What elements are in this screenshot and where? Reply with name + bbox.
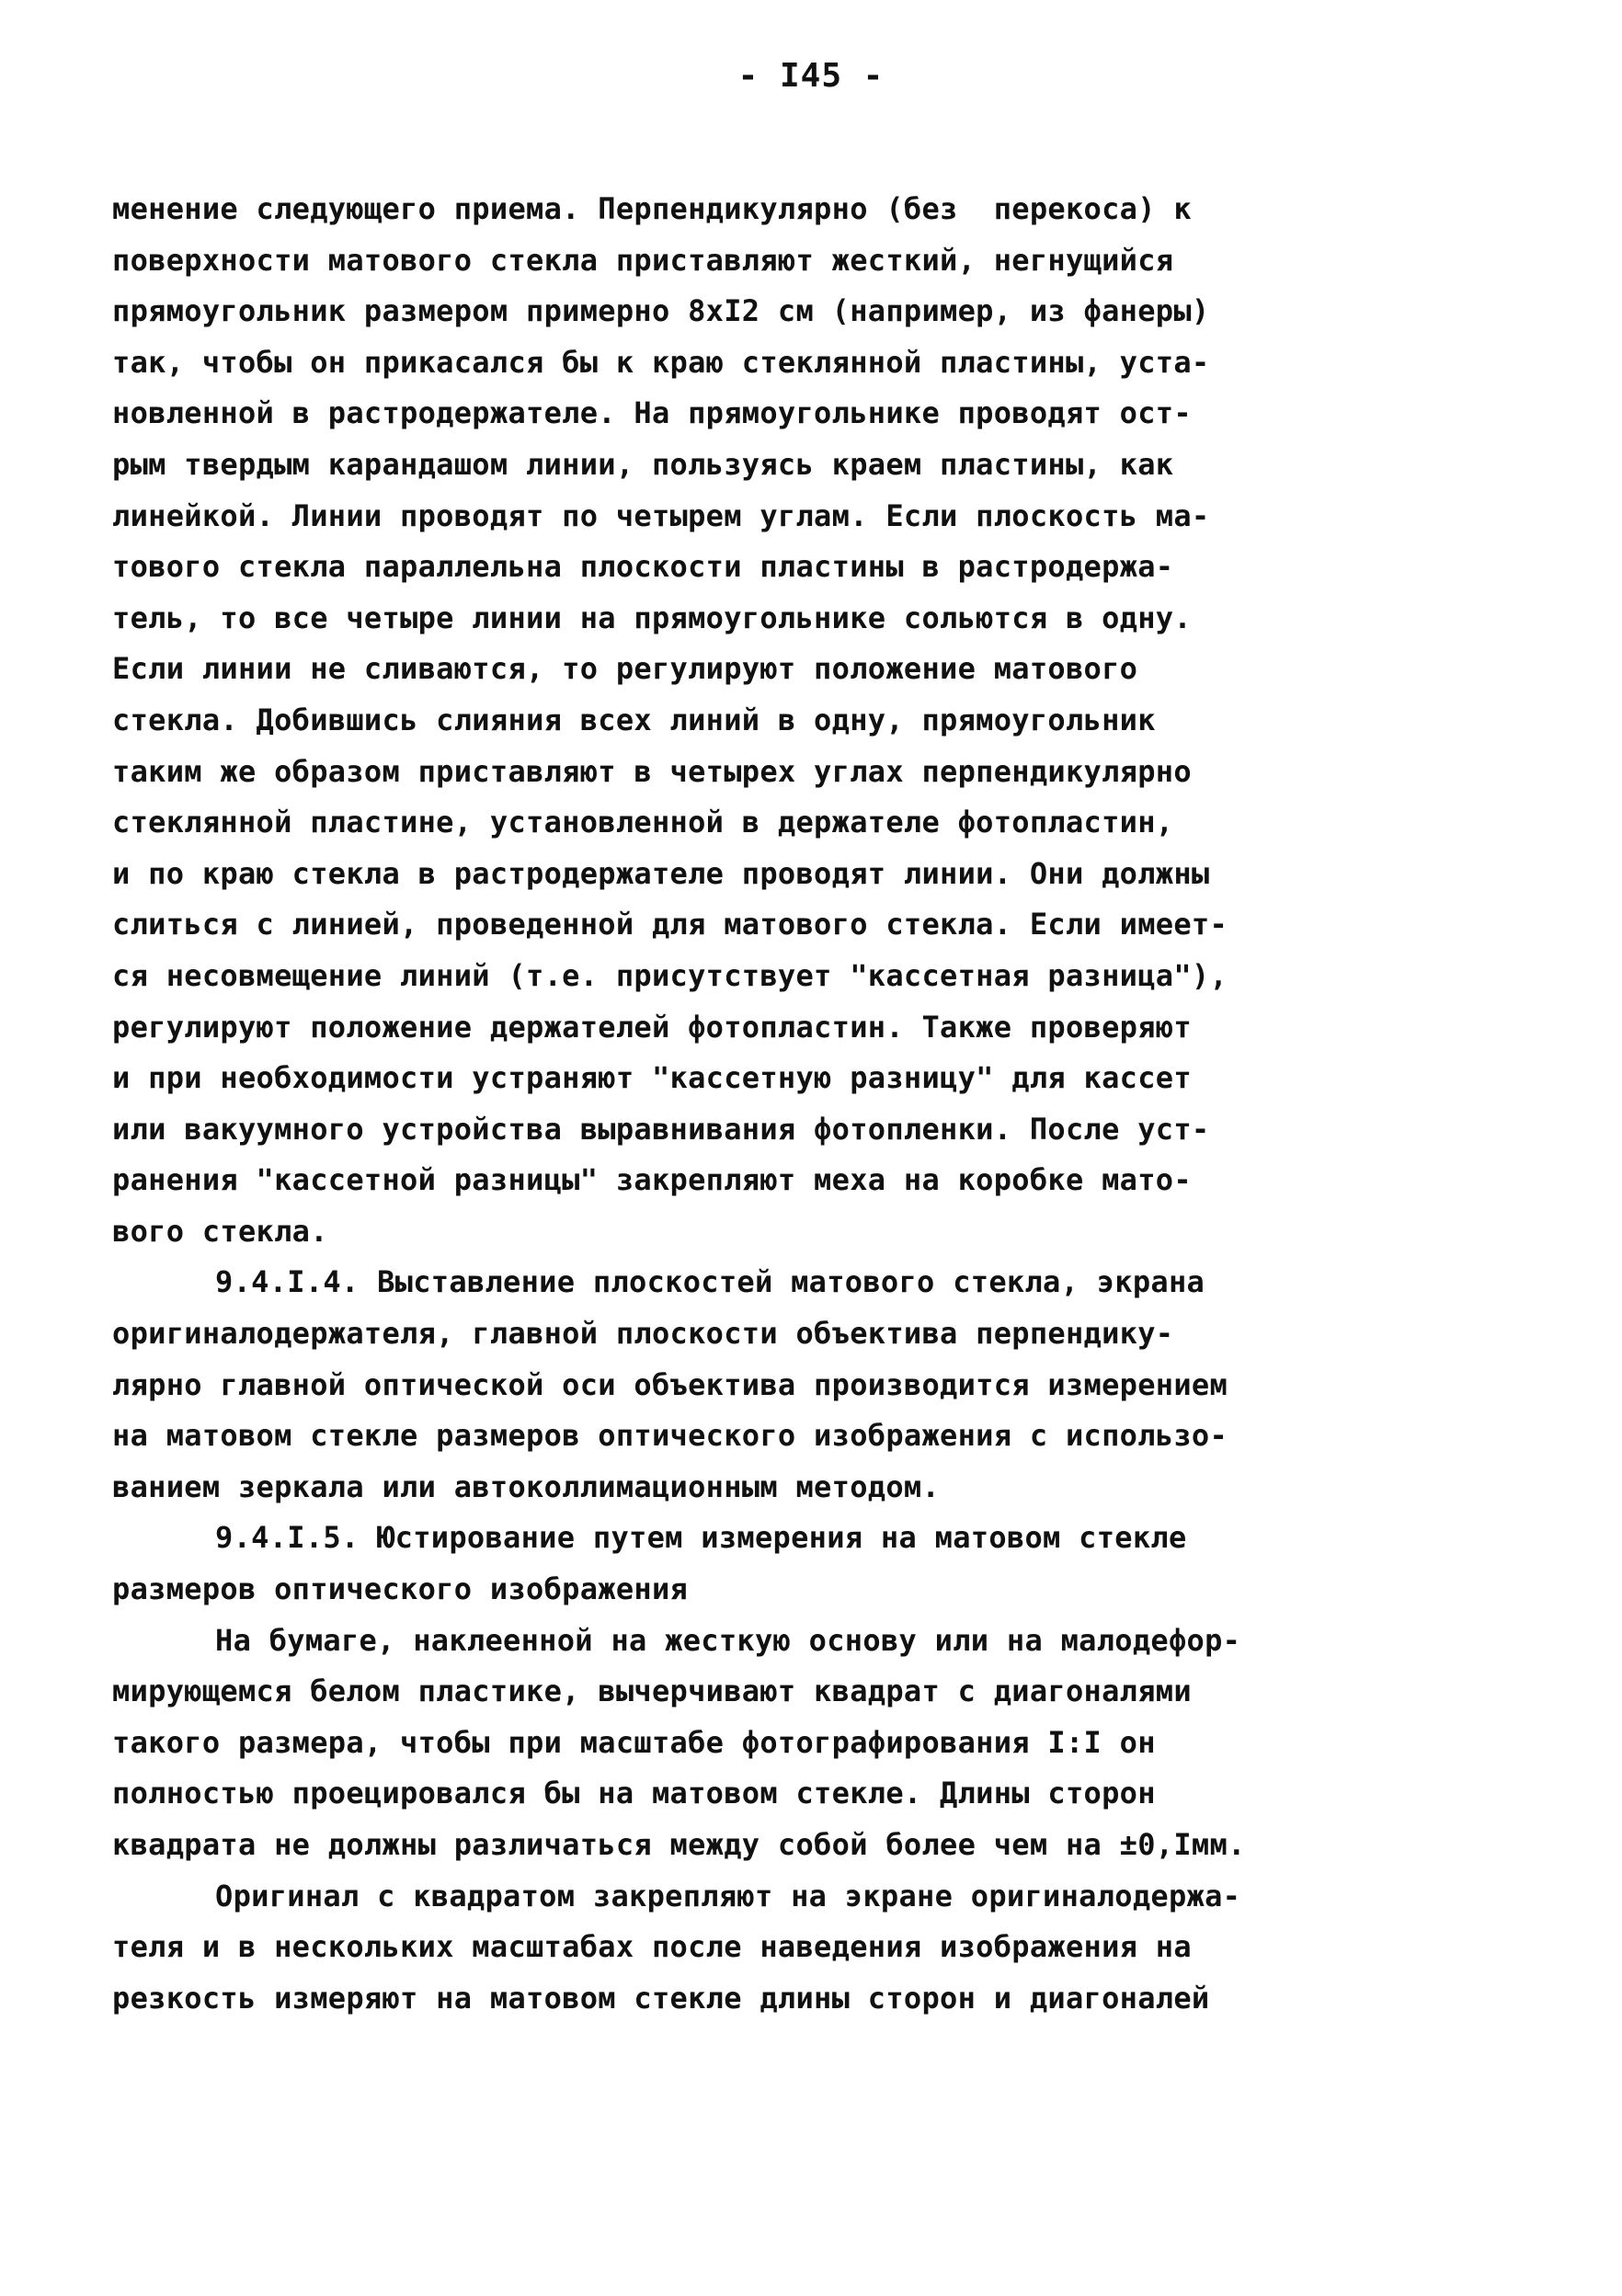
text-line: рым твердым карандашом линии, пользуясь краем пластины, как [112,446,1174,482]
text-line: или вакуумного устройства выравнивания фотопленки. После уст- [112,1111,1210,1147]
text-line: вого стекла. [112,1213,328,1249]
text-line: таким же образом приставляют в четырех углах перпендикулярно [112,753,1192,789]
text-line: ванием зеркала или автоколлимационным методом. [112,1468,941,1504]
document-body [112,184,1473,2024]
text-line: линейкой. Линии проводят по четырем углам. Если плоскость ма- [112,497,1210,533]
text-line: лярно главной оптической оси объектива производится измерением [112,1366,1228,1402]
text-line: ся несовмещение линий (т.е. присутствует "кассетная разница"), [112,957,1228,993]
text-line: стеклянной пластине, установленной в держателе фотопластин, [112,805,1174,840]
text-line: полностью проецировался бы на матовом стекле. Длины сторон [112,1776,1156,1811]
text-line: менение следующего приема. Перпендикулярно (без перекоса) к [112,191,1192,226]
text-line: стекла. Добившись слияния всех линий в одну, прямоугольник [112,702,1156,737]
text-line: размеров оптического изображения [112,1571,689,1607]
text-line: теля и в нескольких масштабах после наведения изображения на [112,1929,1192,1965]
text-line: регулируют положение держателей фотопластин. Также проверяют [112,1009,1192,1045]
paragraph-start: Оригинал с квадратом закрепляют на экране оригиналодержа- [215,1878,1241,1913]
text-line: резкость измеряют на матовом стекле длины сторон и диагоналей [112,1980,1210,2016]
text-line: так, чтобы он прикасался бы к краю стеклянной пластины, уста- [112,344,1210,380]
section-heading-9-4-1-5: 9.4.I.5. Юстирование путем измерения на матовом стекле [215,1520,1187,1556]
paragraph-start: На бумаге, наклеенной на жесткую основу или на малодефор- [215,1622,1241,1658]
text-line: тель, то все четыре линии на прямоугольнике сольются в одну. [112,600,1192,635]
text-line: оригиналодержателя, главной плоскости объектива перпендику- [112,1316,1174,1352]
text-line: квадрата не должны различаться между собой более чем на ±0,Iмм. [112,1827,1246,1862]
page-number: - I45 - [737,57,885,95]
text-line: Если линии не сливаются, то регулируют положение матового [112,651,1138,687]
text-line: на матовом стекле размеров оптического изображения с использо- [112,1418,1228,1454]
text-line: поверхности матового стекла приставляют жесткий, негнущийся [112,242,1174,278]
text-line: тового стекла параллельна плоскости пластины в растродержа- [112,549,1174,585]
text-line: и при необходимости устраняют "кассетную разницу" для кассет [112,1060,1192,1096]
text-line: прямоугольник размером примерно 8хI2 см (например, из фанеры) [112,293,1210,329]
section-heading-9-4-1-4: 9.4.I.4. Выставление плоскостей матового стекла, экрана [215,1264,1205,1300]
text-line: ранения "кассетной разницы" закрепляют меха на коробке мато- [112,1162,1192,1198]
text-line: и по краю стекла в растродержателе проводят линии. Они должны [112,855,1210,891]
text-line: мирующемся белом пластике, вычерчивают квадрат с диагоналями [112,1673,1192,1709]
text-line: новленной в растродержателе. На прямоугольнике проводят ост- [112,395,1192,431]
text-line: слиться с линией, проведенной для матового стекла. Если имеет- [112,907,1228,942]
text-line: такого размера, чтобы при масштабе фотографирования I:I он [112,1724,1156,1760]
